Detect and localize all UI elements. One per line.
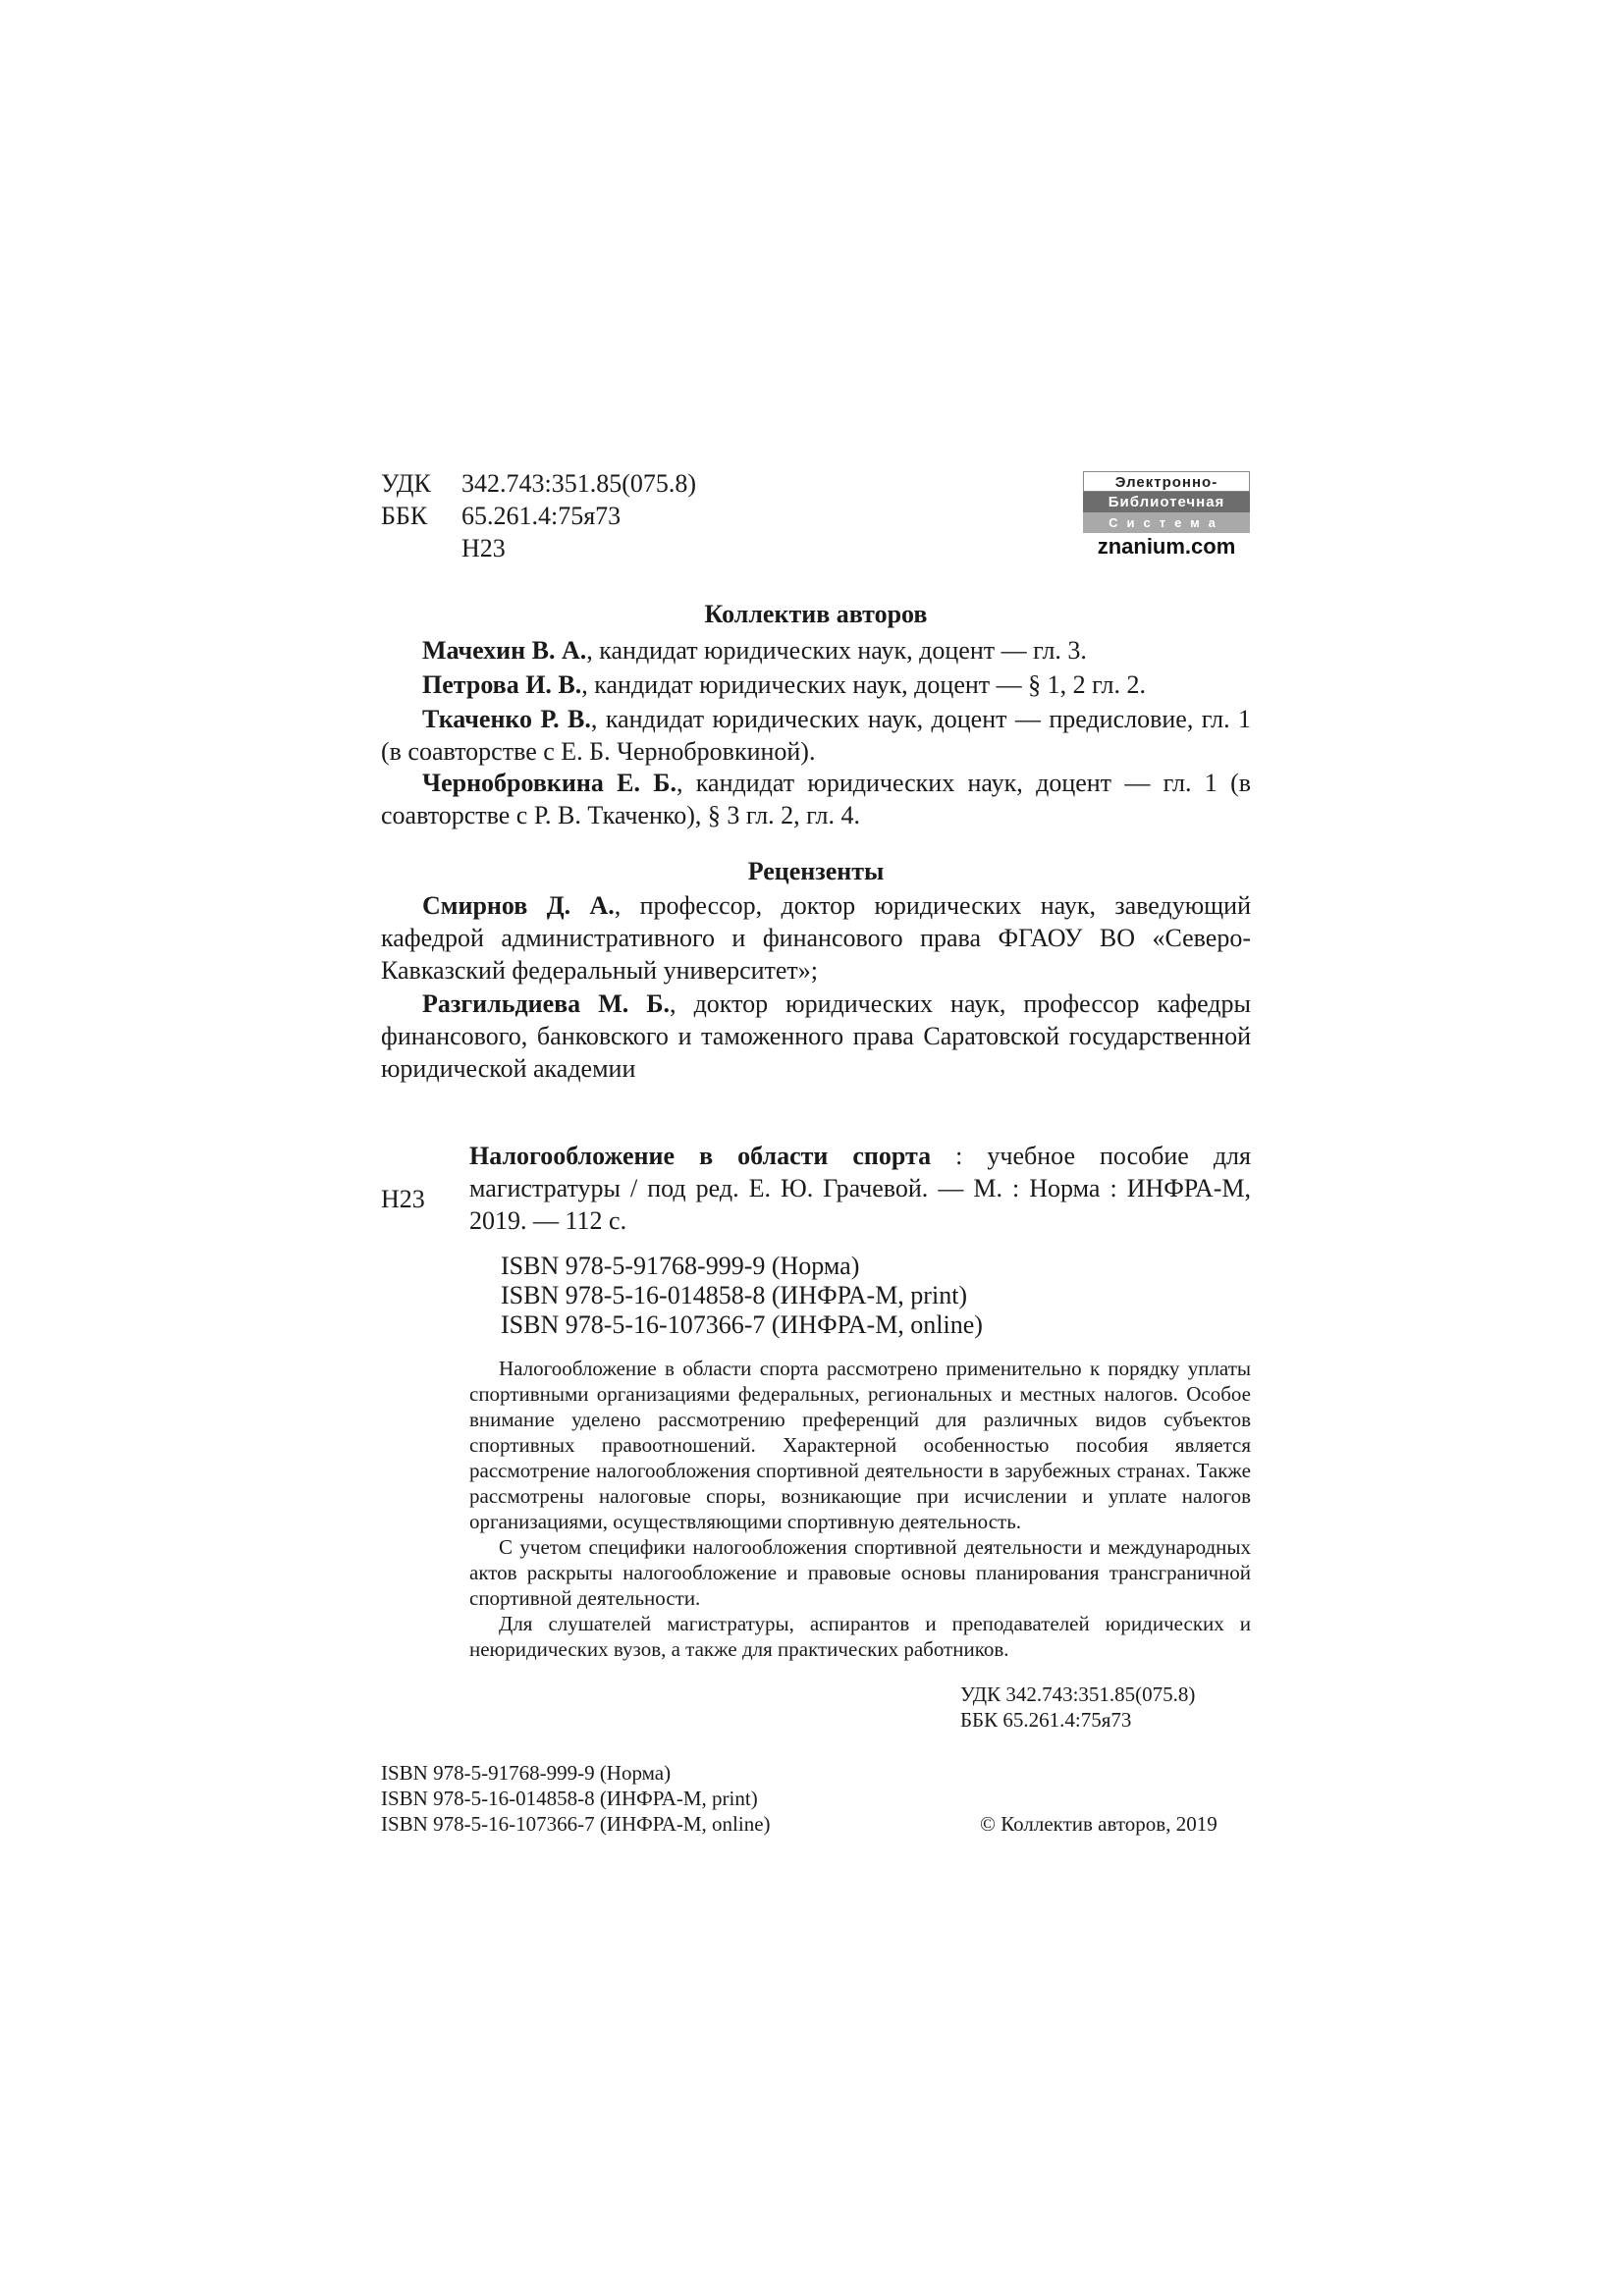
book-title: Налогообложение в области спорта: [469, 1142, 932, 1170]
bbk-label: ББК: [381, 502, 428, 530]
author-sign-row: [381, 532, 892, 564]
author-name: Чернобровкина Е. Б.: [422, 769, 676, 797]
classification-footer: [960, 1682, 1195, 1733]
isbn-footer-item: ISBN 978-5-91768-999-9 (Норма): [381, 1761, 672, 1785]
udc-footer: УДК 342.743:351.85(075.8): [960, 1682, 1196, 1706]
abstract-paragraph: Для слушателей магистратуры, аспирантов и преподавателей юридических и неюридических вузов, а также для практических работников.: [469, 1612, 1251, 1661]
isbn-item: ISBN 978-5-91768-999-9 (Норма): [501, 1252, 860, 1280]
logo-line-1: Электронно-: [1083, 471, 1250, 492]
reviewer-role: , профессор, доктор юридических наук, заведующий кафедрой административного и финансового права ФГАОУ ВО «Северо-Кавказский федеральный университет»;: [381, 891, 1251, 985]
isbn-footer-item: ISBN 978-5-16-014858-8 (ИНФРА-М, print): [381, 1787, 758, 1810]
copyright: © Коллектив авторов, 2019: [980, 1812, 1217, 1836]
reviewer-entry: [381, 988, 1251, 1085]
logo-line-4: znanium.com: [1097, 534, 1236, 559]
udc-label: УДК: [381, 469, 431, 498]
author-role: , кандидат юридических наук, доцент — гл. 3.: [586, 636, 1087, 665]
author-role: , кандидат юридических наук, доцент — § 1, 2 гл. 2.: [581, 670, 1146, 699]
reviewer-entry: [381, 889, 1251, 987]
logo-line-2: Библиотечная: [1083, 492, 1250, 512]
abstract-paragraph: Налогообложение в области спорта рассмотрено применительно к порядку уплаты спортивными организациями федеральных, региональных и местных налогов. Особое внимание уделено рассмотрению преференций для различных видов субъектов спортивных правоотношений. Характерной особенностью пособия является рассмотрение налогообложения спортивной деятельности в зарубежных странах. Также рассмотрены налоговые споры, возникающие при исчислении и уплате налогов организациями, осуществляющими спортивную деятельность.: [469, 1357, 1251, 1533]
udc-row: [381, 467, 892, 500]
author-entry: [381, 767, 1251, 831]
reviewer-role: , доктор юридических наук, профессор кафедры финансового, банковского и таможенного права Саратовской государственной юридической академии: [381, 989, 1251, 1083]
isbn-footer-item: ISBN 978-5-16-107366-7 (ИНФРА-М, online): [381, 1812, 771, 1836]
isbn-footer: [381, 1760, 771, 1837]
bib-author-sign: Н23: [381, 1185, 425, 1213]
reviewer-name: Смирнов Д. А.: [422, 891, 615, 920]
reviewers-heading: Рецензенты: [747, 857, 885, 885]
reviewer-name: Разгильдиева М. Б.: [422, 989, 671, 1018]
author-name: Мачехин В. А.: [422, 636, 587, 665]
author-name: Петрова И. В.: [422, 670, 582, 699]
isbn-item: ISBN 978-5-16-107366-7 (ИНФРА-М, online): [501, 1310, 983, 1339]
bbk-value: 65.261.4:75я73: [461, 502, 622, 530]
isbn-item: ISBN 978-5-16-014858-8 (ИНФРА-М, print): [501, 1281, 968, 1309]
abstract: [469, 1356, 1251, 1662]
author-name: Ткаченко Р. В.: [422, 705, 591, 733]
author-role: , кандидат юридических наук, доцент — предисловие, гл. 1 (в соавторстве с Е. Б. Чернобровкиной).: [381, 705, 1251, 766]
classification-header: [381, 467, 892, 564]
isbn-list: [501, 1252, 983, 1340]
book-description: : учебное пособие для магистратуры / под ред. Е. Ю. Грачевой. — М. : Норма : ИНФРА-М, 2019. — 112 с.: [469, 1142, 1251, 1235]
bibliographic-record: [469, 1140, 1251, 1237]
znanium-logo: [1083, 471, 1250, 561]
bbk-footer: ББК 65.261.4:75я73: [960, 1708, 1132, 1732]
udc-value: 342.743:351.85(075.8): [461, 469, 697, 498]
authors-heading: Коллектив авторов: [704, 600, 928, 628]
author-sign: Н23: [461, 534, 506, 562]
author-role: , кандидат юридических наук, доцент — гл. 1 (в соавторстве с Р. В. Ткаченко), § 3 гл. 2, гл. 4.: [381, 769, 1252, 829]
logo-line-3: Система: [1083, 512, 1250, 533]
author-entry: [381, 703, 1251, 768]
author-entry: [381, 668, 1251, 701]
abstract-paragraph: С учетом специфики налогообложения спортивной деятельности и международных актов раскрыты налогообложение и правовые основы планирования трансграничной спортивной деятельности.: [469, 1535, 1251, 1610]
bbk-row: [381, 500, 892, 532]
author-entry: [381, 634, 1251, 667]
